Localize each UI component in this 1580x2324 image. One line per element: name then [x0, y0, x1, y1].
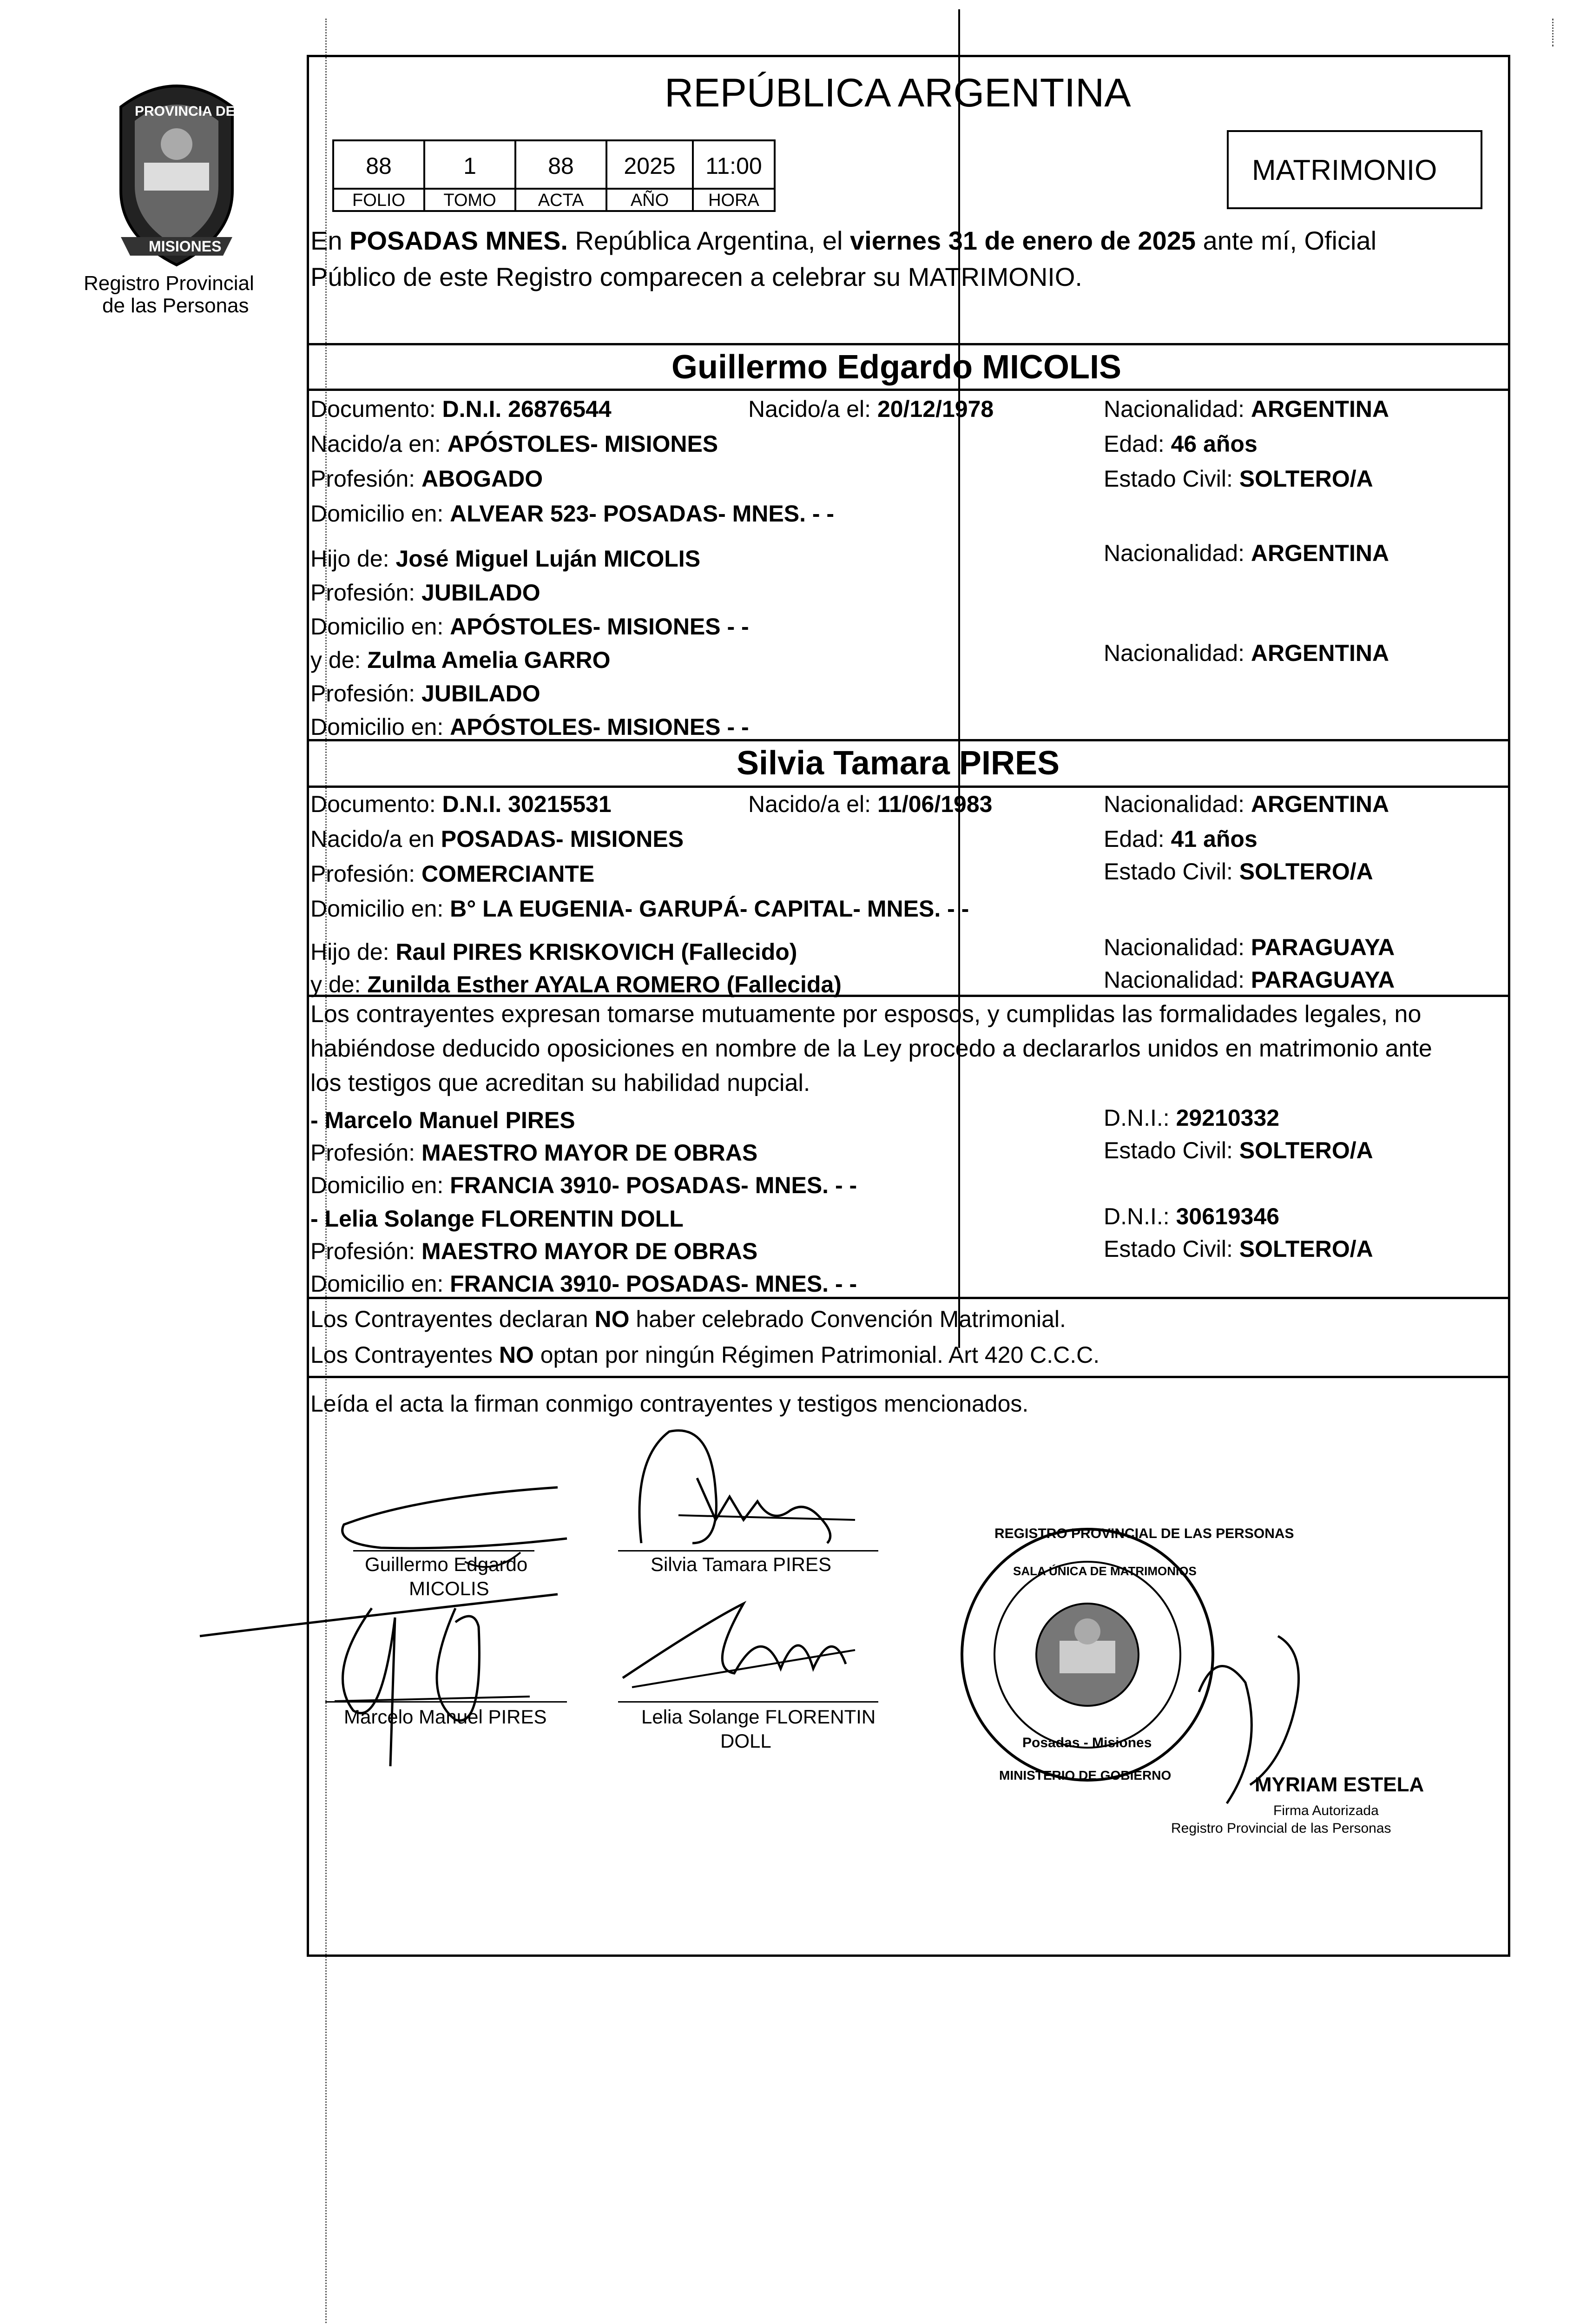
bride-age: Edad: 41 años — [1104, 826, 1257, 852]
witness1-civil: Estado Civil: SOLTERO/A — [1104, 1137, 1373, 1163]
act-type-box — [1227, 130, 1482, 209]
witness2-dni: D.N.I.: 30619346 — [1104, 1203, 1280, 1229]
groom-civil: Estado Civil: SOLTERO/A — [1104, 466, 1373, 492]
signature-label-witness2-2: DOLL — [720, 1730, 771, 1752]
divider — [307, 1376, 1510, 1378]
divider — [307, 389, 1510, 391]
closing-line: Leída el acta la firman conmigo contrayentes y testigos mencionados. — [310, 1391, 1029, 1417]
groom-father-nat: Nacionalidad: ARGENTINA — [1104, 540, 1389, 566]
signature-line-bride — [618, 1550, 878, 1552]
bride-civil: Estado Civil: SOLTERO/A — [1104, 858, 1373, 885]
logo-seal-bottom: MISIONES — [149, 238, 222, 255]
bride-mother: y de: Zunilda Esther AYALA ROMERO (Fallecida) — [310, 971, 842, 997]
record-boxes — [332, 139, 1248, 218]
bride-father: Hijo de: Raul PIRES KRISKOVICH (Fallecido) — [310, 939, 797, 965]
signature-label-witness1: Marcelo Manuel PIRES — [344, 1706, 547, 1728]
hour-value: 11:00 — [692, 139, 776, 190]
bride-nat: Nacionalidad: ARGENTINA — [1104, 791, 1389, 817]
officer-line-2: Firma Autorizada — [1273, 1803, 1379, 1818]
tomo-label: TOMO — [423, 188, 516, 212]
year-value: 2025 — [606, 139, 694, 190]
groom-place: Nacido/a en: APÓSTOLES- MISIONES — [310, 431, 718, 457]
witness1-prof: Profesión: MAESTRO MAYOR DE OBRAS — [310, 1140, 758, 1166]
groom-father-prof: Profesión: JUBILADO — [310, 580, 540, 606]
divider — [307, 343, 1510, 345]
stamp-ring-text: REGISTRO PROVINCIAL DE LAS PERSONAS — [994, 1526, 1294, 1541]
groom-father: Hijo de: José Miguel Luján MICOLIS — [310, 546, 701, 572]
signature-label-witness2-1: Lelia Solange FLORENTIN — [641, 1706, 876, 1728]
signature-label-groom-2: MICOLIS — [409, 1578, 489, 1599]
divider — [307, 1297, 1510, 1299]
groom-age: Edad: 46 años — [1104, 431, 1257, 457]
groom-name: Guillermo Edgardo MICOLIS — [672, 349, 1122, 386]
witness2-name: - Lelia Solange FLORENTIN DOLL — [310, 1206, 684, 1232]
bride-mother-nat: Nacionalidad: PARAGUAYA — [1104, 967, 1395, 993]
signature-witness2-icon — [613, 1594, 874, 1706]
registry-logo — [84, 70, 270, 317]
year-label: AÑO — [606, 188, 694, 212]
witness2-addr: Domicilio en: FRANCIA 3910- POSADAS- MNES. - - — [310, 1271, 857, 1297]
folio-label: FOLIO — [332, 188, 425, 212]
bride-place: Nacido/a en POSADAS- MISIONES — [310, 826, 684, 852]
act-type: MATRIMONIO — [1252, 154, 1437, 186]
declaration-line-2: habiéndose deducido oposiciones en nombre de la Ley procedo a declararlos unidos en matrimonio ante — [310, 1035, 1432, 1062]
witness1-addr: Domicilio en: FRANCIA 3910- POSADAS- MNES. - - — [310, 1172, 857, 1198]
divider — [307, 739, 1510, 741]
logo-line-1: Registro Provincial — [84, 272, 254, 295]
groom-mother-nat: Nacionalidad: ARGENTINA — [1104, 640, 1389, 666]
signature-line-groom — [353, 1550, 534, 1552]
signature-bride-icon — [604, 1404, 864, 1562]
stamp-bottom-1: Posadas - Misiones — [1022, 1735, 1152, 1750]
bride-father-nat: Nacionalidad: PARAGUAYA — [1104, 934, 1395, 960]
witness2-civil: Estado Civil: SOLTERO/A — [1104, 1236, 1373, 1262]
divider — [307, 786, 1510, 788]
intro-line-2: Público de este Registro comparecen a celebrar su MATRIMONIO. — [310, 262, 1082, 291]
witness2-prof: Profesión: MAESTRO MAYOR DE OBRAS — [310, 1238, 758, 1264]
signature-witness1-icon — [195, 1580, 567, 1776]
groom-father-addr: Domicilio en: APÓSTOLES- MISIONES - - — [310, 614, 749, 640]
signature-label-bride: Silvia Tamara PIRES — [651, 1553, 832, 1575]
officer-line-3: Registro Provincial de las Personas — [1171, 1821, 1391, 1836]
logo-line-2: de las Personas — [102, 294, 249, 317]
signature-label-groom-1: Guillermo Edgardo — [365, 1553, 528, 1575]
stamp-inner-text: SALA ÚNICA DE MATRIMONIOS — [1013, 1564, 1197, 1578]
convention-line-1: Los Contrayentes declaran NO haber celebrado Convención Matrimonial. — [310, 1306, 1066, 1332]
groom-prof: Profesión: ABOGADO — [310, 466, 543, 492]
declaration-line-3: los testigos que acreditan su habilidad nupcial. — [310, 1070, 810, 1096]
officer-name: MYRIAM ESTELA — [1255, 1773, 1424, 1796]
signature-line-witness1 — [325, 1701, 567, 1703]
bride-addr: Domicilio en: B° LA EUGENIA- GARUPÁ- CAPITAL- MNES. - - — [310, 896, 969, 922]
divider — [307, 995, 1510, 997]
bride-doc: Documento: D.N.I. 30215531 — [310, 791, 612, 817]
convention-line-2: Los Contrayentes NO optan por ningún Régimen Patrimonial. Art 420 C.C.C. — [310, 1342, 1100, 1368]
intro-line-1: En POSADAS MNES. República Argentina, el viernes 31 de enero de 2025 ante mí, Oficial — [310, 226, 1377, 255]
logo-seal-top: PROVINCIA DE — [135, 104, 235, 119]
groom-nat: Nacionalidad: ARGENTINA — [1104, 396, 1389, 422]
acta-label: ACTA — [514, 188, 607, 212]
groom-mother-prof: Profesión: JUBILADO — [310, 680, 540, 706]
hour-label: HORA — [692, 188, 776, 212]
signature-line-witness2 — [618, 1701, 878, 1703]
groom-mother: y de: Zulma Amelia GARRO — [310, 647, 611, 673]
groom-mother-addr: Domicilio en: APÓSTOLES- MISIONES - - — [310, 714, 749, 740]
groom-doc: Documento: D.N.I. 26876544 — [310, 396, 612, 422]
witness1-name: - Marcelo Manuel PIRES — [310, 1107, 575, 1133]
stamp-bottom-2: MINISTERIO DE GOBIERNO — [999, 1768, 1172, 1783]
tomo-value: 1 — [423, 139, 516, 190]
declaration-line-1: Los contrayentes expresan tomarse mutuamente por esposos, y cumplidas las formalidades legales, no — [310, 1001, 1422, 1028]
margin-guide-2 — [1552, 19, 1554, 46]
witness1-dni: D.N.I.: 29210332 — [1104, 1105, 1280, 1131]
bride-prof: Profesión: COMERCIANTE — [310, 861, 595, 887]
bride-born: Nacido/a el: 11/06/1983 — [748, 791, 993, 817]
groom-addr: Domicilio en: ALVEAR 523- POSADAS- MNES. - - — [310, 501, 835, 527]
page-title: REPÚBLICA ARGENTINA — [665, 71, 1131, 115]
groom-born: Nacido/a el: 20/12/1978 — [748, 396, 994, 422]
acta-value: 88 — [514, 139, 607, 190]
folio-value: 88 — [332, 139, 425, 190]
bride-name: Silvia Tamara PIRES — [737, 745, 1060, 782]
